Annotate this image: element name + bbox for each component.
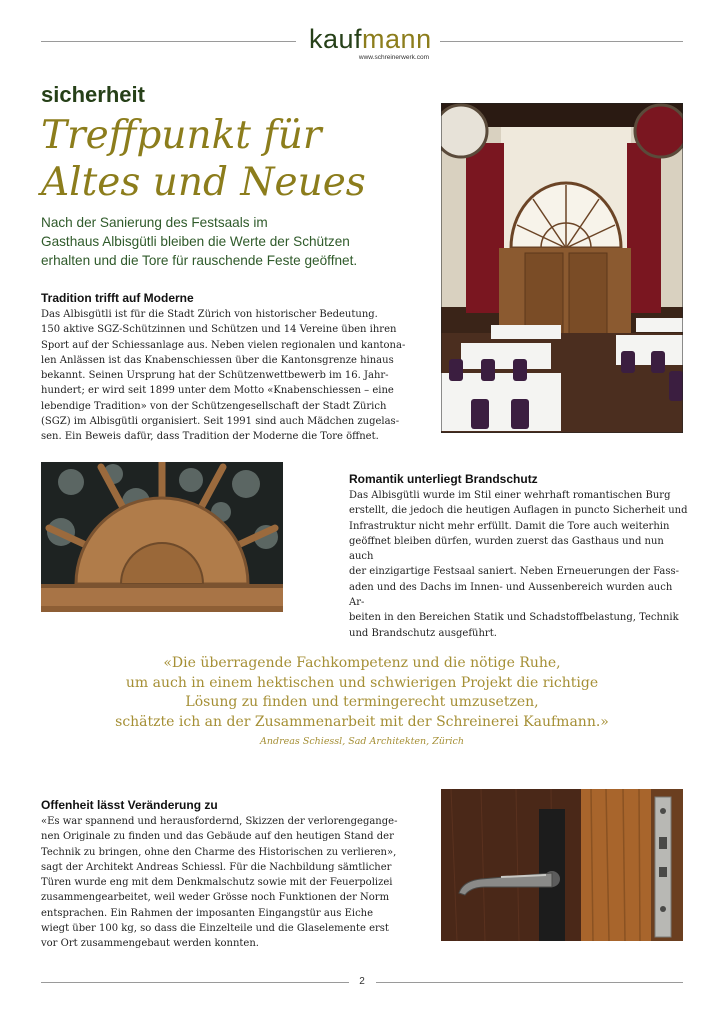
window-detail-photo [41,462,283,612]
section-romantik [349,472,689,641]
section-tradition [41,291,421,445]
header-rule-right [440,41,683,42]
festsaal-photo [441,103,683,433]
pull-quote: «Die überragende Fachkompetenz und die nötige Ruhe, um auch in einem hektischen und schwierigen Projekt die richtige Lösung zu finden und termingerecht umzusetzen, schätzte ich an der Zusammenarbeit mit der Schreinerei Kaufmann.» [115,655,609,730]
headline-line: Treffpunkt für [41,113,322,158]
section-body: Das Albisgütli wurde im Stil einer wehrhaft romantischen Burg erstellt, die jedoch die heutigen Auflagen in puncto Sicherheit und Infrastruktur nicht mehr erfüllt. Damit die Tore auch weiterhin geöffnet bleiben dürfen, wurden zuerst das Gasthaus und nun auch der einzigartige Festsaal saniert. Neben Erneuerungen der Fass- aden und des Dachs im Innen- und Aussenbereich wurden auch Ar- beiten in den Bereichen Statik und Schadstoffbelastung, Technik und Brandschutz ausgeführt. [349,490,688,639]
section-body: Das Albisgütli ist für die Stadt Zürich von historischer Bedeutung. 150 aktive SGZ-Schützinnen und Schützen und 14 Vereine üben ihren Sport auf der Schiessanlage aus. Neben vielen regionalen und kantona- len Anlässen ist das Knabenschiessen über die Kantonsgrenze hinaus bekannt. Seinen Ursprung hat der Schützenwettbewerb im 16. Jahr- hundert; er wird seit 1899 unter dem Motto «Knabenschiessen – eine lebendige Tradition» von der Schützengesellschaft der Stadt Zürich (SGZ) im Albisgütli organisiert. Seit 1991 sind auch Mädchen zugelas- sen. Ein Beweis dafür, dass Tradition der Moderne die Tore öffnet. [41,309,406,443]
door-handle-photo [441,789,683,941]
section-body: «Es war spannend und herausfordernd, Skizzen der verlorengegange- nen Originale zu finden und das Gebäude auf den heutigen Stand der Technik zu bringen, ohne den Charme des Historischen zu verlieren», sagt der Architekt Andreas Schiessl. Für die Nachbildung sämtlicher Türen wurde eng mit dem Denkmalschutz sowie mit der Feuerpolizei zusammengearbeitet, weil weder Grösse noch Funktionen der Norm entsprachen. Ein Rahmen der imposanten Eingangstür aus Eiche wiegt über 100 kg, so dass die Einzelteile und die Glaselemente erst vor Ort zusammengebaut werden konnten. [41,816,398,950]
headline [41,112,431,206]
header-rule-left [41,41,296,42]
logo-url: www.schreinerwerk.com [358,54,429,61]
company-logo[interactable] [309,24,432,64]
lead-paragraph: Nach der Sanierung des Festsaals im Gasthaus Albisgütli bleiben die Werte der Schützen erhalten und die Tore für rauschende Feste geöffnet. [41,215,358,268]
logo-wordmark: kaufmann [309,24,432,54]
section-offenheit [41,798,421,952]
footer-rule-right [376,982,683,983]
section-title: Romantik unterliegt Brandschutz [349,472,538,486]
section-title: Tradition trifft auf Moderne [41,291,194,305]
footer-rule-left [41,982,349,983]
quote-source: Andreas Schiessl, Sad Architekten, Zürich [260,736,464,747]
headline-line: Altes und Neues [41,160,366,205]
page-number: 2 [359,976,365,987]
section-label: sicherheit [41,82,145,107]
section-title: Offenheit lässt Veränderung zu [41,798,218,812]
